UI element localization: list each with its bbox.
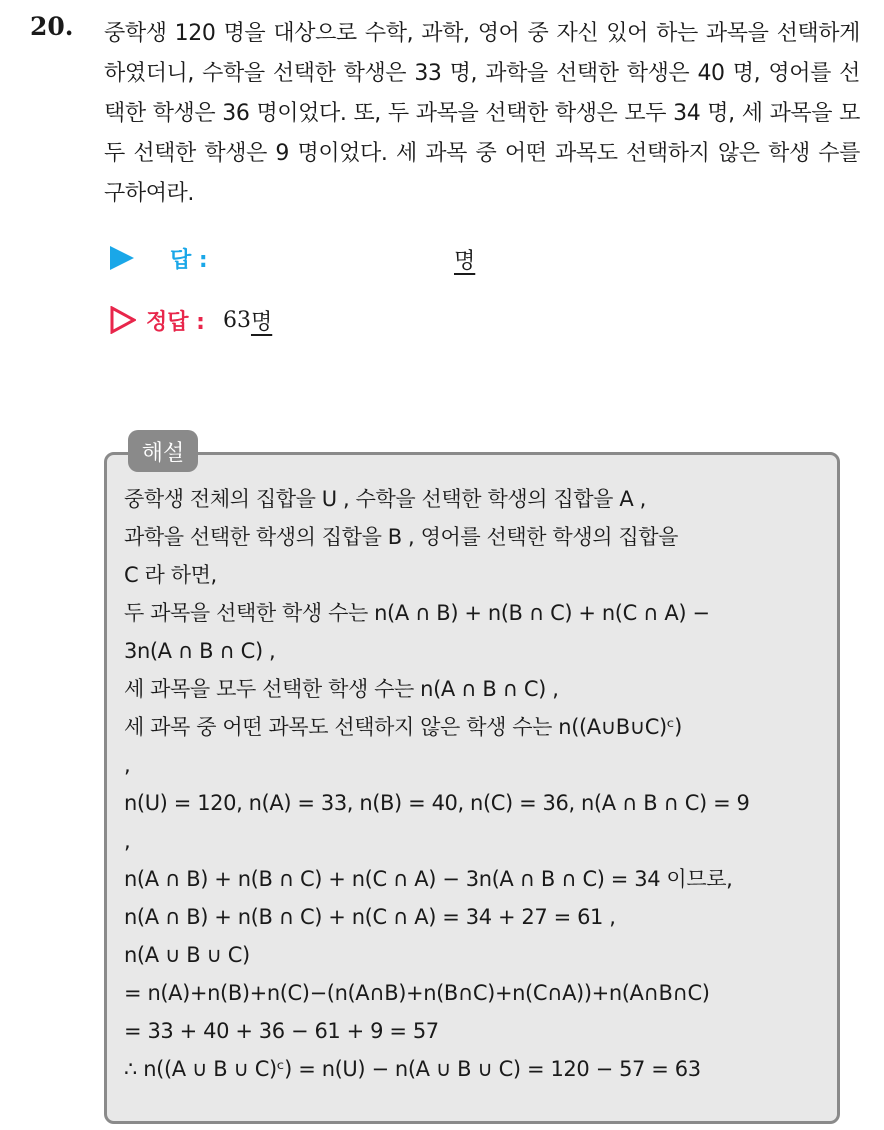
solution-line: , bbox=[124, 753, 131, 777]
correct-label: 정답 : bbox=[146, 309, 205, 335]
solution-line: 세 과목 중 어떤 과목도 선택하지 않은 학생 수는 n((A∪B∪C)ᶜ) bbox=[124, 715, 682, 739]
correct-answer-row bbox=[110, 300, 272, 340]
problem-number: 20. bbox=[30, 12, 74, 41]
filled-play-icon bbox=[110, 246, 134, 270]
solution-tab: 해설 bbox=[128, 430, 198, 472]
solution-line: 중학생 전체의 집합을 U , 수학을 선택한 학생의 집합을 A , bbox=[124, 487, 646, 511]
solution-line: n(A ∩ B) + n(B ∩ C) + n(C ∩ A) − 3n(A ∩ B ∩ C) = 34 이므로, bbox=[124, 867, 733, 891]
correct-value: 63 bbox=[222, 307, 251, 333]
solution-line: n(A ∪ B ∪ C) bbox=[124, 943, 250, 967]
solution-line: ∴ n((A ∪ B ∪ C)ᶜ) = n(U) − n(A ∪ B ∪ C) = 120 − 57 = 63 bbox=[124, 1057, 701, 1081]
solution-line: 3n(A ∩ B ∩ C) , bbox=[124, 639, 276, 663]
solution-line: 두 과목을 선택한 학생 수는 n(A ∩ B) + n(B ∩ C) + n(C ∩ A) − bbox=[124, 601, 710, 625]
solution-line: n(A ∩ B) + n(B ∩ C) + n(C ∩ A) = 34 + 27 = 61 , bbox=[124, 905, 616, 929]
solution-line: , bbox=[124, 829, 131, 853]
answer-label: 답 : bbox=[170, 247, 208, 273]
answer-unit: 명 bbox=[454, 249, 476, 274]
solution-line: 세 과목을 모두 선택한 학생 수는 n(A ∩ B ∩ C) , bbox=[124, 677, 559, 701]
answer-row bbox=[110, 238, 476, 278]
solution-line: C 라 하면, bbox=[124, 563, 217, 587]
correct-unit: 명 bbox=[250, 309, 273, 335]
solution-lines bbox=[124, 480, 828, 1088]
problem-text: 중학생 120 명을 대상으로 수학, 과학, 영어 중 자신 있어 하는 과목을 선택하게 하였더니, 수학을 선택한 학생은 33 명, 과학을 선택한 학생은 40 명, 영어를 선택한 학생은 36 명이었다. 또, 두 과목을 선택한 학생은 모두 34 명, 세 과목을 모두 선택한 학생은 9 명이었다. 세 과목 중 어떤 과목도 선택하지 않은 학생 수를 구하여라. bbox=[104, 21, 860, 206]
solution-line: n(U) = 120, n(A) = 33, n(B) = 40, n(C) = 36, n(A ∩ B ∩ C) = 9 bbox=[124, 791, 750, 815]
solution-line: = n(A)+n(B)+n(C)−(n(A∩B)+n(B∩C)+n(C∩A))+n(A∩B∩C) bbox=[124, 981, 710, 1005]
outline-play-icon bbox=[110, 306, 136, 334]
solution-line: 과학을 선택한 학생의 집합을 B , 영어를 선택한 학생의 집합을 bbox=[124, 525, 679, 549]
solution-line: = 33 + 40 + 36 − 61 + 9 = 57 bbox=[124, 1019, 439, 1043]
